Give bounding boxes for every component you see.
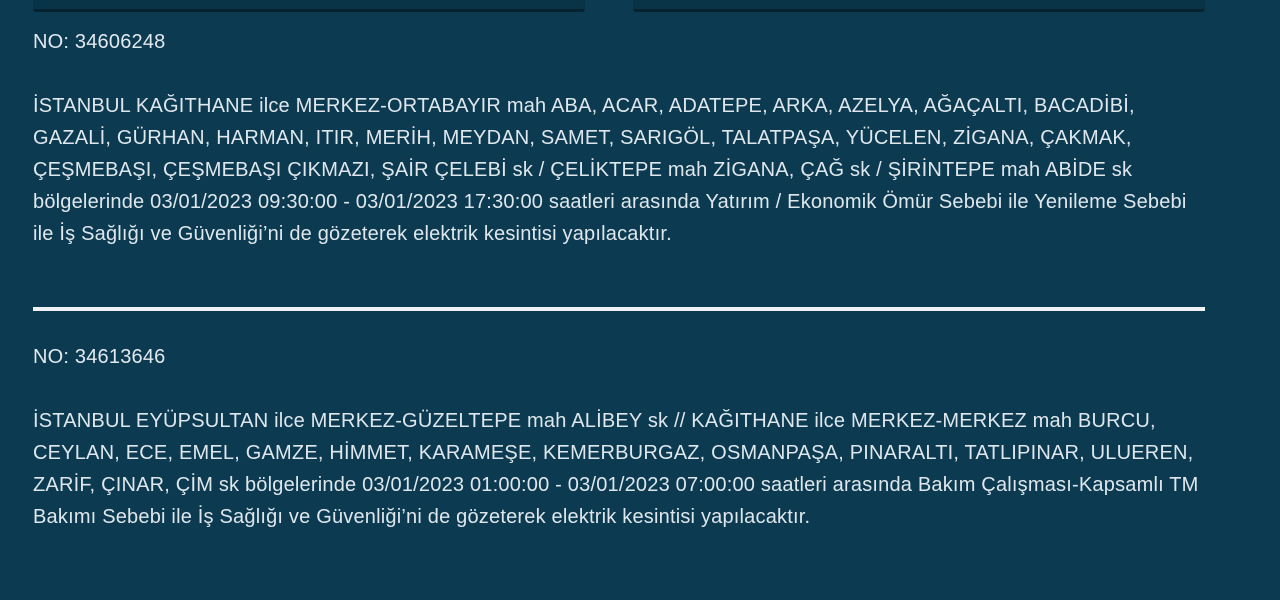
notice-number: NO: 34606248 — [33, 31, 166, 53]
outage-notice-card — [33, 341, 1205, 533]
previous-card-bottom-edge-right — [633, 0, 1205, 12]
notice-divider — [33, 307, 1205, 311]
outage-notice-card — [33, 26, 1205, 250]
notice-number: NO: 34613646 — [33, 346, 166, 368]
notice-body-text: İSTANBUL KAĞITHANE ilce MERKEZ-ORTABAYIR mah ABA, ACAR, ADATEPE, ARKA, AZELYA, AĞAÇALTI, BACADİBİ, GAZALİ, GÜRHAN, HARMAN, ITIR, MERİH, MEYDAN, SAMET, SARIGÖL, TALATPAŞA, YÜCELEN, ZİGANA, ÇAKMAK, ÇEŞMEBAŞI, ÇEŞMEBAŞI ÇIKMAZI, ŞAİR ÇELEBİ sk / ÇELİKTEPE mah ZİGANA, ÇAĞ sk / ŞİRİNTEPE mah ABİDE sk bölgelerinde 03/01/2023 09:30:00 - 03/01/2023 17:30:00 saatleri arasında Yatırım / Ekonomik Ömür Sebebi ile Yenileme Sebebi ile İş Sağlığı ve Güvenliği’ni de gözeterek elektrik kesintisi yapılacaktır. — [33, 95, 1187, 245]
notice-body-text: İSTANBUL EYÜPSULTAN ilce MERKEZ-GÜZELTEPE mah ALİBEY sk // KAĞITHANE ilce MERKEZ-MERKEZ mah BURCU, CEYLAN, ECE, EMEL, GAMZE, HİMMET, KARAMEŞE, KEMERBURGAZ, OSMANPAŞA, PINARALTI, TATLIPINAR, ULUEREN, ZARİF, ÇINAR, ÇİM sk bölgelerinde 03/01/2023 01:00:00 - 03/01/2023 07:00:00 saatleri arasında Bakım Çalışması-Kapsamlı TM Bakımı Sebebi ile İş Sağlığı ve Güvenliği’ni de gözeterek elektrik kesintisi yapılacaktır. — [33, 410, 1199, 528]
previous-card-bottom-edge-left — [33, 0, 585, 12]
